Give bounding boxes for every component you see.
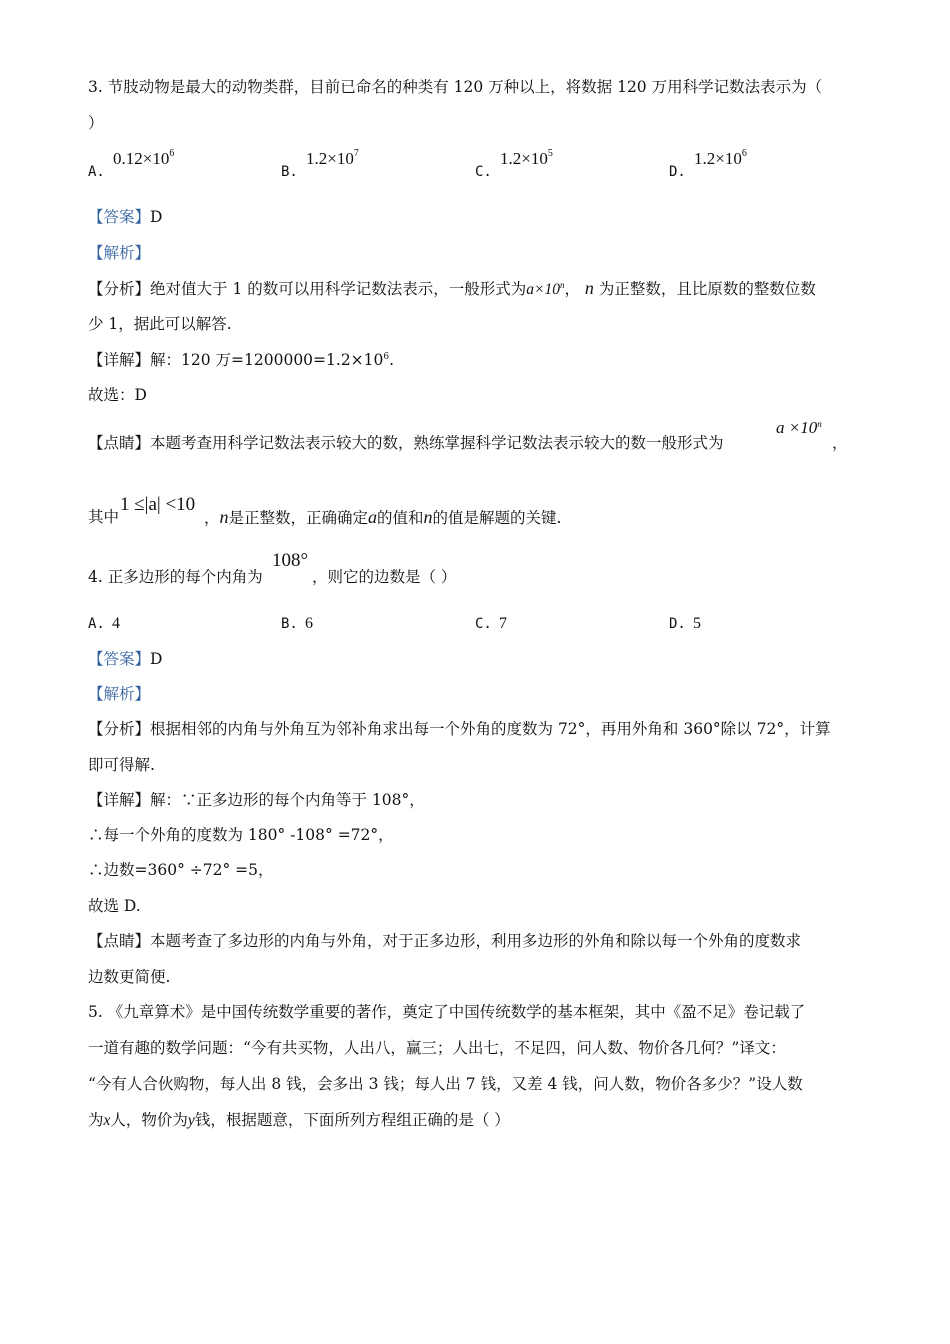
dianjing-label: 【点睛】 bbox=[88, 932, 151, 950]
variable-x: x bbox=[103, 1112, 111, 1129]
q5-line3: “今有人合伙购物，每人出 8 钱，会多出 3 钱；每人出 7 钱，又差 4 钱，问人数，物价各多少？”设人数 bbox=[88, 1075, 803, 1093]
q4-xiangjie-line2: ∴每一个外角的度数为 180° -108° =72°， bbox=[88, 826, 394, 844]
q4-stem-angle: 108° bbox=[272, 550, 309, 571]
text-pre: 为 bbox=[88, 1111, 104, 1129]
q5-line1: 5. 《九章算术》是中国传统数学重要的著作，奠定了中国传统数学的基本框架，其中《盈不足》卷记载了 bbox=[88, 1003, 806, 1021]
q3-answer bbox=[88, 206, 878, 228]
exponent: 6 bbox=[383, 352, 390, 362]
answer-label: 【答案】 bbox=[88, 650, 151, 668]
xiangjie-text: 解：∵正多边形的每个内角等于 108°， bbox=[150, 791, 425, 809]
q3-inequality: 1 ≤|a| <10 bbox=[120, 494, 196, 515]
q4-option-d-value: 5 bbox=[693, 615, 701, 632]
q4-option-d-letter: D. bbox=[669, 616, 686, 632]
q3-xiangjie bbox=[88, 349, 878, 371]
general-form: $a\times 10^n$ bbox=[526, 280, 565, 298]
q4-stem-post: ，则它的边数是（ ） bbox=[312, 568, 457, 586]
q4-option-c-value: 7 bbox=[499, 615, 507, 632]
variable-y: y bbox=[187, 1112, 195, 1129]
variable-n: n bbox=[423, 507, 433, 527]
xiangjie-text: 解：120 万=1200000=1.2×10 bbox=[150, 351, 384, 369]
q4-xiangjie-line1 bbox=[88, 789, 878, 811]
q3-fenxi-line2: 少 1，据此可以解答. bbox=[88, 315, 232, 333]
q4-option-b-value: 6 bbox=[305, 615, 313, 632]
q3-option-c-value: $1.2\times 10^5$ bbox=[500, 148, 553, 168]
q3-option-a-value: $0.12\times 10^6$ bbox=[113, 148, 175, 168]
q3-dianjing-line2-pre: 其中 bbox=[88, 508, 120, 526]
q4-fenxi-line2: 即可得解. bbox=[88, 756, 155, 774]
q5-line4 bbox=[88, 1109, 878, 1132]
fenxi-label: 【分析】 bbox=[88, 720, 151, 738]
text-b: 是正整数，正确确定 bbox=[228, 509, 369, 527]
q4-analysis-label: 【解析】 bbox=[88, 685, 151, 703]
fenxi-text2: 为正整数，且比原数的整数位数 bbox=[598, 280, 816, 298]
q3-guxuan: 故选：D bbox=[88, 386, 147, 404]
xiangjie-label: 【详解】 bbox=[88, 351, 151, 369]
dianjing-label: 【点睛】 bbox=[88, 434, 151, 452]
q4-option-b-letter: B. bbox=[281, 616, 298, 632]
dianjing-text: 本题考查了多边形的内角与外角，对于正多边形，利用多边形的外角和除以每一个外角的度数求 bbox=[150, 932, 802, 950]
q3-analysis-label: 【解析】 bbox=[88, 244, 151, 262]
q4-answer bbox=[88, 648, 878, 670]
q3-fenxi-line1 bbox=[88, 277, 878, 301]
q4-option-a-value: 4 bbox=[112, 615, 120, 632]
answer-value: D bbox=[150, 650, 163, 668]
q4-stem-pre: 4. 正多边形的每个内角为 bbox=[88, 568, 263, 586]
q3-dianjing-line1 bbox=[88, 432, 878, 454]
q3-option-d-letter: D. bbox=[669, 164, 686, 180]
q4-dianjing-line2: 边数更简便. bbox=[88, 968, 171, 986]
q4-xiangjie-line3: ∴边数=360° ÷72° =5， bbox=[88, 861, 274, 879]
q3-dianjing-form: $a \times 10^n$ bbox=[776, 418, 822, 437]
q3-stem-line2: ） bbox=[88, 114, 104, 132]
q3-option-b-value: $1.2\times 10^7$ bbox=[306, 148, 359, 168]
q4-option-a-letter: A. bbox=[88, 616, 105, 632]
q3-option-d-value: $1.2\times 10^6$ bbox=[694, 148, 747, 168]
text-c: 的值和 bbox=[377, 509, 424, 527]
q4-guxuan: 故选 D. bbox=[88, 897, 141, 915]
fenxi-text: 绝对值大于 1 的数可以用科学记数法表示，一般形式为 bbox=[150, 280, 527, 298]
text-post: 钱，根据题意，下面所列方程组正确的是（ ） bbox=[194, 1111, 510, 1129]
q4-dianjing-line1 bbox=[88, 930, 878, 952]
fenxi-label: 【分析】 bbox=[88, 280, 151, 298]
period: . bbox=[389, 351, 395, 369]
variable-n: n bbox=[219, 507, 229, 527]
comma2: ， bbox=[204, 509, 220, 527]
answer-label: 【答案】 bbox=[88, 208, 151, 226]
q4-fenxi-line1 bbox=[88, 718, 878, 740]
variable-n: n bbox=[584, 278, 594, 298]
dianjing-text: 本题考查用科学记数法表示较大的数，熟练掌握科学记数法表示较大的数一般形式为 bbox=[150, 434, 724, 452]
comma: ， bbox=[564, 280, 580, 298]
q3-option-a-letter: A. bbox=[88, 164, 105, 180]
variable-a: a bbox=[368, 507, 378, 527]
q4-option-c-letter: C. bbox=[475, 616, 492, 632]
text-d: 的值是解题的关键. bbox=[432, 509, 562, 527]
q3-option-b-letter: B. bbox=[281, 164, 298, 180]
q3-option-c-letter: C. bbox=[475, 164, 492, 180]
fenxi-text: 根据相邻的内角与外角互为邻补角求出每一个外角的度数为 72°，再用外角和 360°除以 72°，计算 bbox=[150, 720, 831, 738]
xiangjie-label: 【详解】 bbox=[88, 791, 151, 809]
text-mid: 人，物价为 bbox=[110, 1111, 188, 1129]
answer-value: D bbox=[150, 208, 163, 226]
q3-dianjing-comma: ， bbox=[832, 434, 848, 452]
q5-line2: 一道有趣的数学问题：“今有共买物，人出八，赢三；人出七，不足四，问人数、物价各几何？”译文： bbox=[88, 1039, 786, 1057]
q3-stem-line1: 3. 节肢动物是最大的动物类群，目前已命名的种类有 120 万种以上，将数据 120 万用科学记数法表示为（ bbox=[88, 78, 823, 96]
q3-dianjing-line2-rest bbox=[204, 506, 854, 529]
